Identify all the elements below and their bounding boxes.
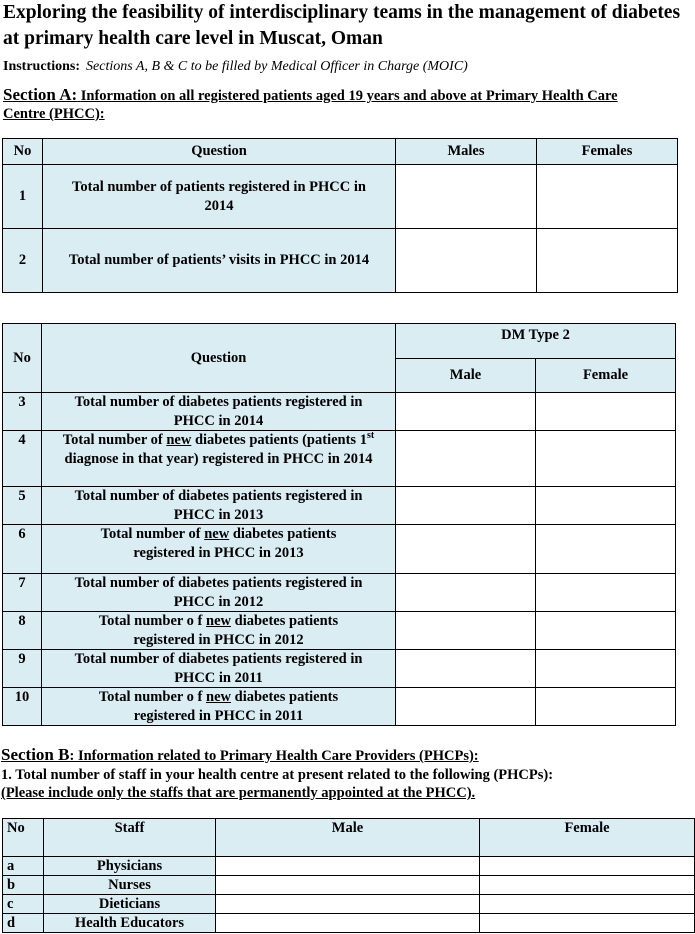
row-staff: Dieticians <box>44 895 216 914</box>
table-row <box>3 487 676 525</box>
female-input-cell[interactable] <box>480 914 695 933</box>
table-row <box>3 525 676 574</box>
row-no: 6 <box>3 525 42 574</box>
header-question: Question <box>42 324 396 393</box>
female-input-cell[interactable] <box>480 876 695 895</box>
header-no: No <box>3 819 44 857</box>
row-question: Total number o f new diabetes patients registered in PHCC in 2011 <box>42 688 396 726</box>
table-row <box>3 229 678 293</box>
male-input-cell[interactable] <box>396 688 536 726</box>
staff-table <box>2 818 695 933</box>
female-input-cell[interactable] <box>536 650 676 688</box>
row-no: 4 <box>3 431 42 487</box>
table-row <box>3 914 695 933</box>
male-input-cell[interactable] <box>216 876 480 895</box>
male-input-cell[interactable] <box>396 612 536 650</box>
row-no: c <box>3 895 44 914</box>
males-input-cell[interactable] <box>396 165 537 229</box>
male-input-cell[interactable] <box>396 650 536 688</box>
male-input-cell[interactable] <box>216 895 480 914</box>
section-b-heading <box>1 746 691 803</box>
row-question: Total number o f new diabetes patients registered in PHCC in 2012 <box>42 612 396 650</box>
female-input-cell[interactable] <box>536 431 676 487</box>
section-b-line2: (Please include only the staffs that are permanently appointed at the PHCC). <box>1 785 476 801</box>
females-input-cell[interactable] <box>537 165 678 229</box>
section-b-text: : Information related to Primary Health Care Providers (PHCPs): <box>69 748 479 764</box>
row-question: Total number of patients’ visits in PHCC in 2014 <box>43 229 396 293</box>
row-no: 5 <box>3 487 42 525</box>
table-row <box>3 574 676 612</box>
header-female: Female <box>536 359 676 393</box>
male-input-cell[interactable] <box>396 525 536 574</box>
row-question: Total number of patients registered in PHCC in 2014 <box>43 165 396 229</box>
row-staff: Nurses <box>44 876 216 895</box>
table-row <box>3 688 676 726</box>
male-input-cell[interactable] <box>396 487 536 525</box>
table-row <box>3 165 678 229</box>
table-row <box>3 876 695 895</box>
header-no: No <box>3 139 43 165</box>
female-input-cell[interactable] <box>480 857 695 876</box>
header-male: Male <box>216 819 480 857</box>
row-no: 3 <box>3 393 42 431</box>
row-no: 10 <box>3 688 42 726</box>
header-males: Males <box>396 139 537 165</box>
header-staff: Staff <box>44 819 216 857</box>
row-staff: Health Educators <box>44 914 216 933</box>
row-no: 2 <box>3 229 43 293</box>
female-input-cell[interactable] <box>536 612 676 650</box>
section-b-line1: 1. Total number of staff in your health centre at present related to the following (PHCPs): <box>1 766 554 783</box>
row-question: Total number of new diabetes patients registered in PHCC in 2013 <box>42 525 396 574</box>
row-question: Total number of diabetes patients registered in PHCC in 2013 <box>42 487 396 525</box>
header-female: Female <box>480 819 695 857</box>
row-no: b <box>3 876 44 895</box>
row-no: 1 <box>3 165 43 229</box>
table-row <box>3 895 695 914</box>
female-input-cell[interactable] <box>536 688 676 726</box>
males-input-cell[interactable] <box>396 229 537 293</box>
row-no: 8 <box>3 612 42 650</box>
row-question: Total number of diabetes patients registered in PHCC in 2011 <box>42 650 396 688</box>
table-row <box>3 431 676 487</box>
male-input-cell[interactable] <box>396 574 536 612</box>
row-no: a <box>3 857 44 876</box>
female-input-cell[interactable] <box>536 525 676 574</box>
section-a-text: Information on all registered patients aged 19 years and above at Primary Health Care Centre (PHCC): <box>3 88 618 122</box>
row-staff: Physicians <box>44 857 216 876</box>
male-input-cell[interactable] <box>216 857 480 876</box>
header-females: Females <box>537 139 678 165</box>
row-question: Total number of diabetes patients registered in PHCC in 2012 <box>42 574 396 612</box>
female-input-cell[interactable] <box>536 574 676 612</box>
female-input-cell[interactable] <box>536 393 676 431</box>
female-input-cell[interactable] <box>480 895 695 914</box>
instructions <box>3 58 468 76</box>
diabetes-table <box>2 323 676 726</box>
females-input-cell[interactable] <box>537 229 678 293</box>
row-no: 7 <box>3 574 42 612</box>
header-question: Question <box>43 139 396 165</box>
section-b-label: Section B <box>1 745 70 764</box>
male-input-cell[interactable] <box>396 431 536 487</box>
row-question: Total number of diabetes patients registered in PHCC in 2014 <box>42 393 396 431</box>
instructions-label: Instructions: <box>3 59 81 74</box>
instructions-text: Sections A, B & C to be filled by Medical Officer in Charge (MOIC) <box>86 59 468 74</box>
header-no: No <box>3 324 42 393</box>
female-input-cell[interactable] <box>536 487 676 525</box>
row-no: 9 <box>3 650 42 688</box>
male-input-cell[interactable] <box>396 393 536 431</box>
document-title: Exploring the feasibility of interdisciplinary teams in the management of diabetes at primary health care level in Muscat, Oman <box>3 2 681 49</box>
row-no: d <box>3 914 44 933</box>
male-input-cell[interactable] <box>216 914 480 933</box>
header-dm-type-2: DM Type 2 <box>396 324 676 359</box>
row-question: Total number of new diabetes patients (patients 1st diagnose in that year) registered in PHCC in 2014 <box>42 431 396 487</box>
table-row <box>3 612 676 650</box>
section-a-label: Section A: <box>3 85 78 104</box>
patients-table <box>2 138 678 293</box>
table-row <box>3 393 676 431</box>
table-row <box>3 650 676 688</box>
section-a-heading <box>3 86 663 123</box>
table-row <box>3 857 695 876</box>
header-male: Male <box>396 359 536 393</box>
